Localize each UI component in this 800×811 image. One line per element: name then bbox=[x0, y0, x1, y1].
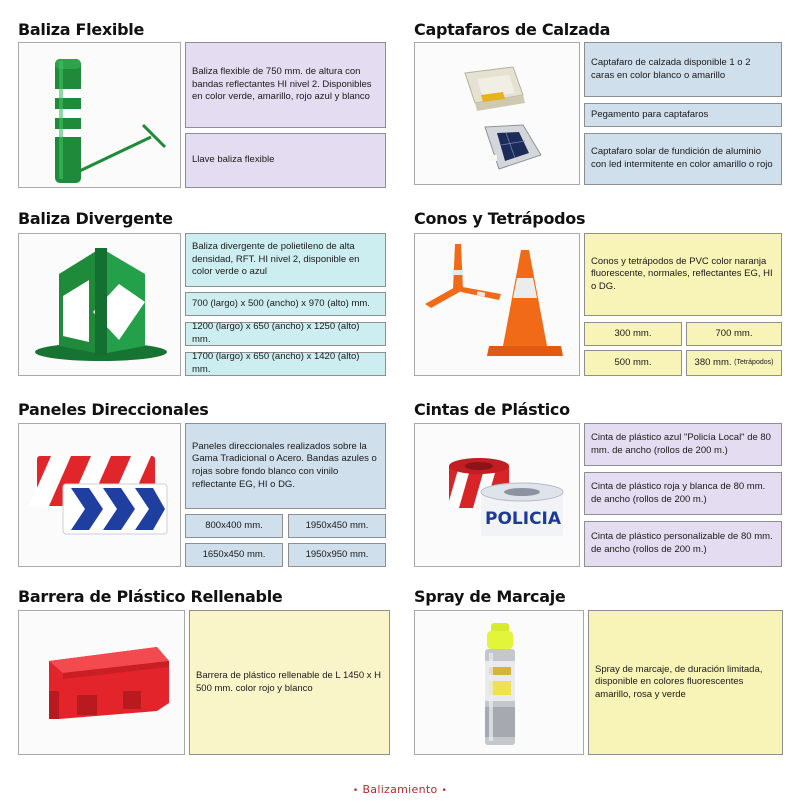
section-title-cintas: Cintas de Plástico bbox=[414, 400, 570, 419]
tetrapod-icon bbox=[425, 244, 501, 308]
section-title-conos: Conos y Tetrápodos bbox=[414, 209, 586, 228]
section-title-paneles: Paneles Direccionales bbox=[18, 400, 209, 419]
pegamento-desc: Pegamento para captafaros bbox=[584, 103, 782, 127]
barrera-desc: Barrera de plástico rellenable de L 1450 x H 500 mm. color rojo y blanco bbox=[189, 610, 390, 755]
divergente-size-1: 700 (largo) x 500 (ancho) x 970 (alto) mm. bbox=[185, 292, 386, 316]
captafaro-solar-desc: Captafaro solar de fundición de aluminio con led intermitente en color amarillo o rojo bbox=[584, 133, 782, 185]
baliza-flexible-photo bbox=[18, 42, 181, 188]
conos-desc: Conos y tetrápodos de PVC color naranja fluorescente, normales, reflectantes EG, HI o DG. bbox=[584, 233, 782, 316]
footer-text: Balizamiento bbox=[362, 783, 438, 796]
spray-desc: Spray de marcaje, de duración limitada, disponible en colores fluorescentes amarillo, rosa y verde bbox=[588, 610, 783, 755]
captafaros-photo bbox=[414, 42, 580, 185]
road-stud-icon bbox=[465, 67, 525, 111]
footer-label bbox=[0, 783, 800, 796]
footer-dot-right: • bbox=[441, 786, 448, 796]
blue-panel-icon bbox=[63, 484, 167, 534]
cono-size-500: 500 mm. bbox=[584, 350, 682, 376]
divergent-beacon-icon bbox=[19, 234, 181, 376]
paneles-desc: Paneles direccionales realizados sobre la Gama Tradicional o Acero. Bandas azules o rojas sobre fondo blanco con vinilo reflectante EG, HI o DG. bbox=[185, 423, 386, 509]
divergente-size-3: 1700 (largo) x 650 (ancho) x 1420 (alto) mm. bbox=[185, 352, 386, 376]
cinta-azul-desc: Cinta de plástico azul "Policía Local" de 80 mm. de ancho (rollos de 200 m.) bbox=[584, 423, 782, 466]
cono-size-700: 700 mm. bbox=[686, 322, 782, 346]
footer-dot-left: • bbox=[352, 786, 359, 796]
section-title-barrera: Barrera de Plástico Rellenable bbox=[18, 587, 283, 606]
baliza-key-desc: Llave baliza flexible bbox=[185, 133, 386, 188]
cono-size-300: 300 mm. bbox=[584, 322, 682, 346]
police-tape-roll-icon bbox=[481, 483, 563, 536]
panel-size-1: 800x400 mm. bbox=[185, 514, 283, 538]
conos-photo bbox=[414, 233, 580, 376]
traffic-cone-icon bbox=[487, 250, 563, 356]
baliza-flexible-desc: Baliza flexible de 750 mm. de altura con bandas reflectantes HI nivel 2. Disponibles en color verde, amarillo, rojo azul y blanco bbox=[185, 42, 386, 128]
cinta-roja-desc: Cinta de plástico roja y blanca de 80 mm. de ancho (rollos de 200 m.) bbox=[584, 472, 782, 515]
panel-size-3: 1650x450 mm. bbox=[185, 543, 283, 567]
plastic-barrier-icon bbox=[19, 611, 185, 755]
section-title-spray: Spray de Marcaje bbox=[414, 587, 566, 606]
spray-can-icon bbox=[415, 611, 584, 755]
barrera-photo bbox=[18, 610, 185, 755]
panel-size-4: 1950x950 mm. bbox=[288, 543, 386, 567]
spray-photo bbox=[414, 610, 584, 755]
captafaro-desc: Captafaro de calzada disponible 1 o 2 caras en color blanco o amarillo bbox=[584, 42, 782, 97]
solar-stud-icon bbox=[485, 125, 541, 169]
cinta-personalizable-desc: Cinta de plástico personalizable de 80 mm. de ancho (rollos de 200 m.) bbox=[584, 521, 782, 567]
divergente-size-2: 1200 (largo) x 650 (ancho) x 1250 (alto) mm. bbox=[185, 322, 386, 346]
cintas-photo bbox=[414, 423, 580, 567]
baliza-divergente-photo bbox=[18, 233, 181, 376]
tape-text: POLICIA bbox=[485, 509, 562, 529]
section-title-baliza-flexible: Baliza Flexible bbox=[18, 20, 145, 39]
divergente-desc: Baliza divergente de polietileno de alta densidad, RFT. HI nivel 2, disponible en color verde o azul bbox=[185, 233, 386, 287]
panel-size-2: 1950x450 mm. bbox=[288, 514, 386, 538]
tetrapodo-size-380: 380 mm. (Tetrápodos) bbox=[686, 350, 782, 376]
paneles-photo bbox=[18, 423, 181, 567]
section-title-captafaros: Captafaros de Calzada bbox=[414, 20, 611, 39]
flexible-post-icon bbox=[55, 59, 81, 183]
section-title-baliza-divergente: Baliza Divergente bbox=[18, 209, 173, 228]
